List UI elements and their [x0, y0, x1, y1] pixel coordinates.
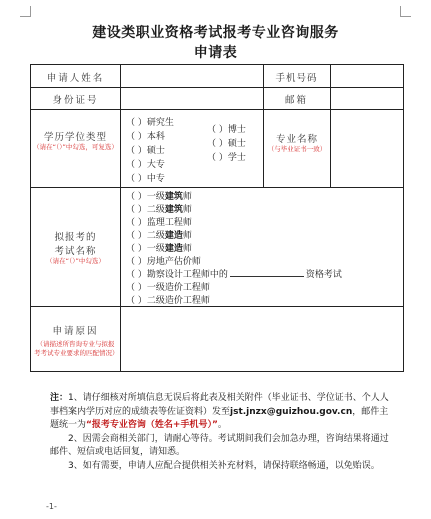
email-label: 邮箱	[284, 95, 308, 106]
major-label	[264, 131, 330, 154]
major-field[interactable]	[331, 110, 403, 187]
education-option-graduate[interactable]: （ ）研究生	[126, 118, 174, 128]
exam-option-first-constructor[interactable]: （ ）一级建造师	[126, 244, 192, 254]
note-2: 2、因需会商相关部门，请耐心等待。考试期间我们会加急办理，咨询结果将通过邮件、短信或电话回复，请知悉。	[50, 433, 389, 457]
note-3: 3、如有需要，申请人应配合提供相关补充材料，请保持联络畅通，以免贻误。	[68, 460, 380, 471]
applicant-name-label: 申请人姓名	[46, 73, 105, 84]
page-number: -1-	[46, 502, 57, 511]
document-subtitle: 申请表	[193, 45, 238, 61]
education-type-text: 学历学位类型	[43, 132, 107, 143]
document-title: 建设类职业资格考试报考专业咨询服务	[92, 25, 339, 41]
exam-option-first-cost-engineer[interactable]: （ ）一级造价工程师	[126, 283, 210, 293]
submission-email: jst.jnzx@guizhou.gov.cn	[230, 406, 353, 417]
row-divider	[31, 187, 403, 188]
exam-option-second-cost-engineer[interactable]: （ ）二级造价工程师	[126, 296, 210, 306]
education-option-bachelor[interactable]: （ ）本科	[126, 132, 165, 142]
degree-option-doctor[interactable]: （ ）博士	[207, 125, 246, 135]
exam-label-line1: 拟报考的	[54, 232, 97, 243]
education-type-note: （请在“（）”中勾选，可复选）	[33, 143, 118, 151]
email-field[interactable]	[331, 88, 403, 109]
major-note: （与毕业证书一致）	[267, 145, 327, 153]
application-form	[30, 64, 404, 372]
major-text: 专业名称	[275, 134, 318, 145]
phone-field[interactable]	[331, 65, 403, 87]
note-1: 注：1、请仔细核对所填信息无误后将此表及相关附件（毕业证书、学位证书、个人人事档案内学历对应的成绩表等佐证资料）发至jst.jnzx@guizhou.gov.cn，邮件主题统一为“报考专业咨询（姓名+手机号）”。	[50, 393, 389, 430]
applicant-name-field[interactable]	[121, 65, 263, 87]
crop-mark-top-right	[400, 6, 411, 17]
education-option-secondary[interactable]: （ ）中专	[126, 174, 165, 184]
crop-mark-top-left	[20, 6, 31, 17]
exam-option-second-constructor[interactable]: （ ）二级建造师	[126, 231, 192, 241]
exam-option-second-architect[interactable]: （ ）二级建筑师	[126, 205, 192, 215]
exam-option-supervision-engineer[interactable]: （ ）监理工程师	[126, 218, 192, 228]
education-type-label	[33, 129, 118, 152]
education-option-master[interactable]: （ ）硕士	[126, 146, 165, 156]
reason-field[interactable]	[121, 307, 403, 371]
exam-name-note: （请在“（）”中勾选）	[46, 257, 105, 265]
reason-label	[34, 323, 117, 358]
degree-option-master[interactable]: （ ）硕士	[207, 139, 246, 149]
exam-option-real-estate-appraiser[interactable]: （ ）房地产估价师	[126, 257, 201, 267]
exam-option-survey-design-engineer[interactable]: （ ）勘察设计工程师中的 资格考试	[126, 267, 342, 280]
id-number-field[interactable]	[121, 88, 263, 109]
survey-design-specialty-blank[interactable]	[230, 267, 304, 277]
education-option-college[interactable]: （ ）大专	[126, 160, 165, 170]
exam-name-label	[33, 229, 118, 266]
phone-label: 手机号码	[275, 73, 318, 84]
notes-section	[50, 392, 390, 473]
email-subject-format: “报考专业咨询（姓名+手机号）”	[86, 420, 218, 430]
exam-label-line2: 考试名称	[54, 246, 97, 257]
exam-option-first-architect[interactable]: （ ）一级建筑师	[126, 192, 192, 202]
reason-text: 申请原因	[52, 326, 99, 337]
id-number-label: 身份证号	[52, 95, 99, 106]
degree-option-bachelor[interactable]: （ ）学士	[207, 153, 246, 163]
reason-note: （请描述所咨询专业与拟报考考试专业要求的匹配情况）	[34, 340, 119, 357]
